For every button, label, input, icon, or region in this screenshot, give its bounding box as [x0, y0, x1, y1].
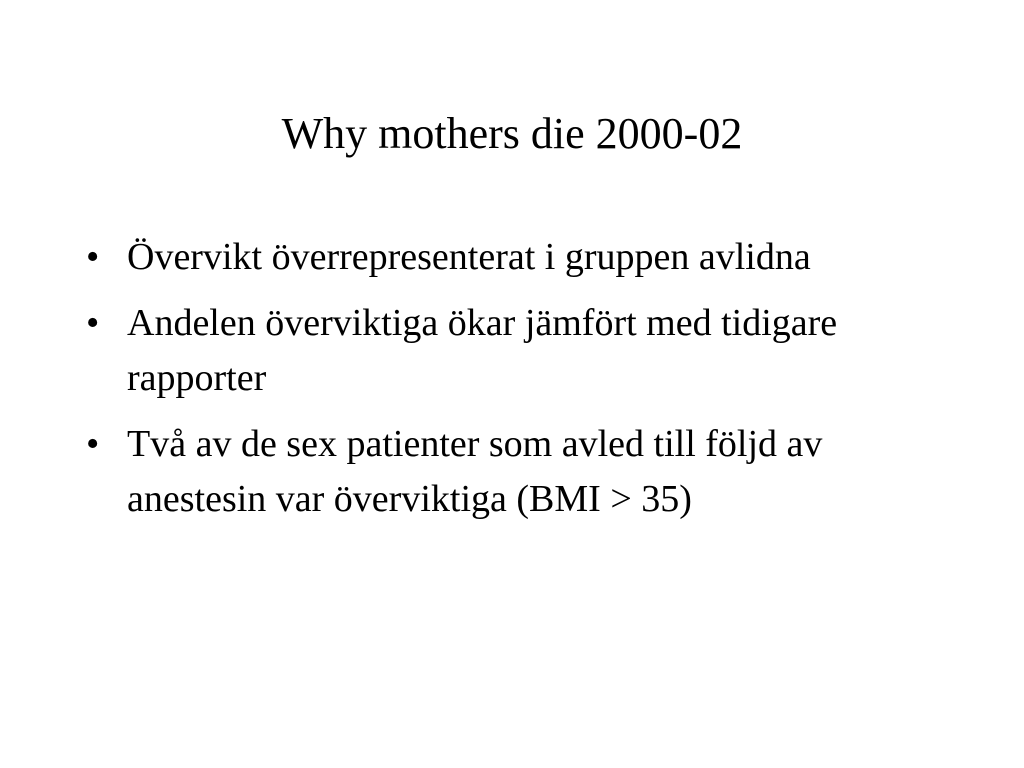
bullet-text: Andelen överviktiga ökar jämfört med tidigare rapporter	[127, 302, 838, 399]
bullet-text: Övervikt överrepresenterat i gruppen avlidna	[127, 236, 811, 278]
bullet-item	[86, 296, 946, 406]
bullet-dot-icon: •	[86, 236, 100, 278]
bullet-dot-icon: •	[86, 302, 100, 344]
slide-title: Why mothers die 2000-02	[281, 109, 743, 158]
bullet-list	[86, 230, 946, 538]
bullet-item	[86, 417, 946, 527]
bullet-item	[86, 230, 946, 285]
bullet-text: Två av de sex patienter som avled till följd av anestesin var överviktiga (BMI > 35)	[127, 423, 823, 520]
bullet-dot-icon: •	[86, 423, 100, 465]
